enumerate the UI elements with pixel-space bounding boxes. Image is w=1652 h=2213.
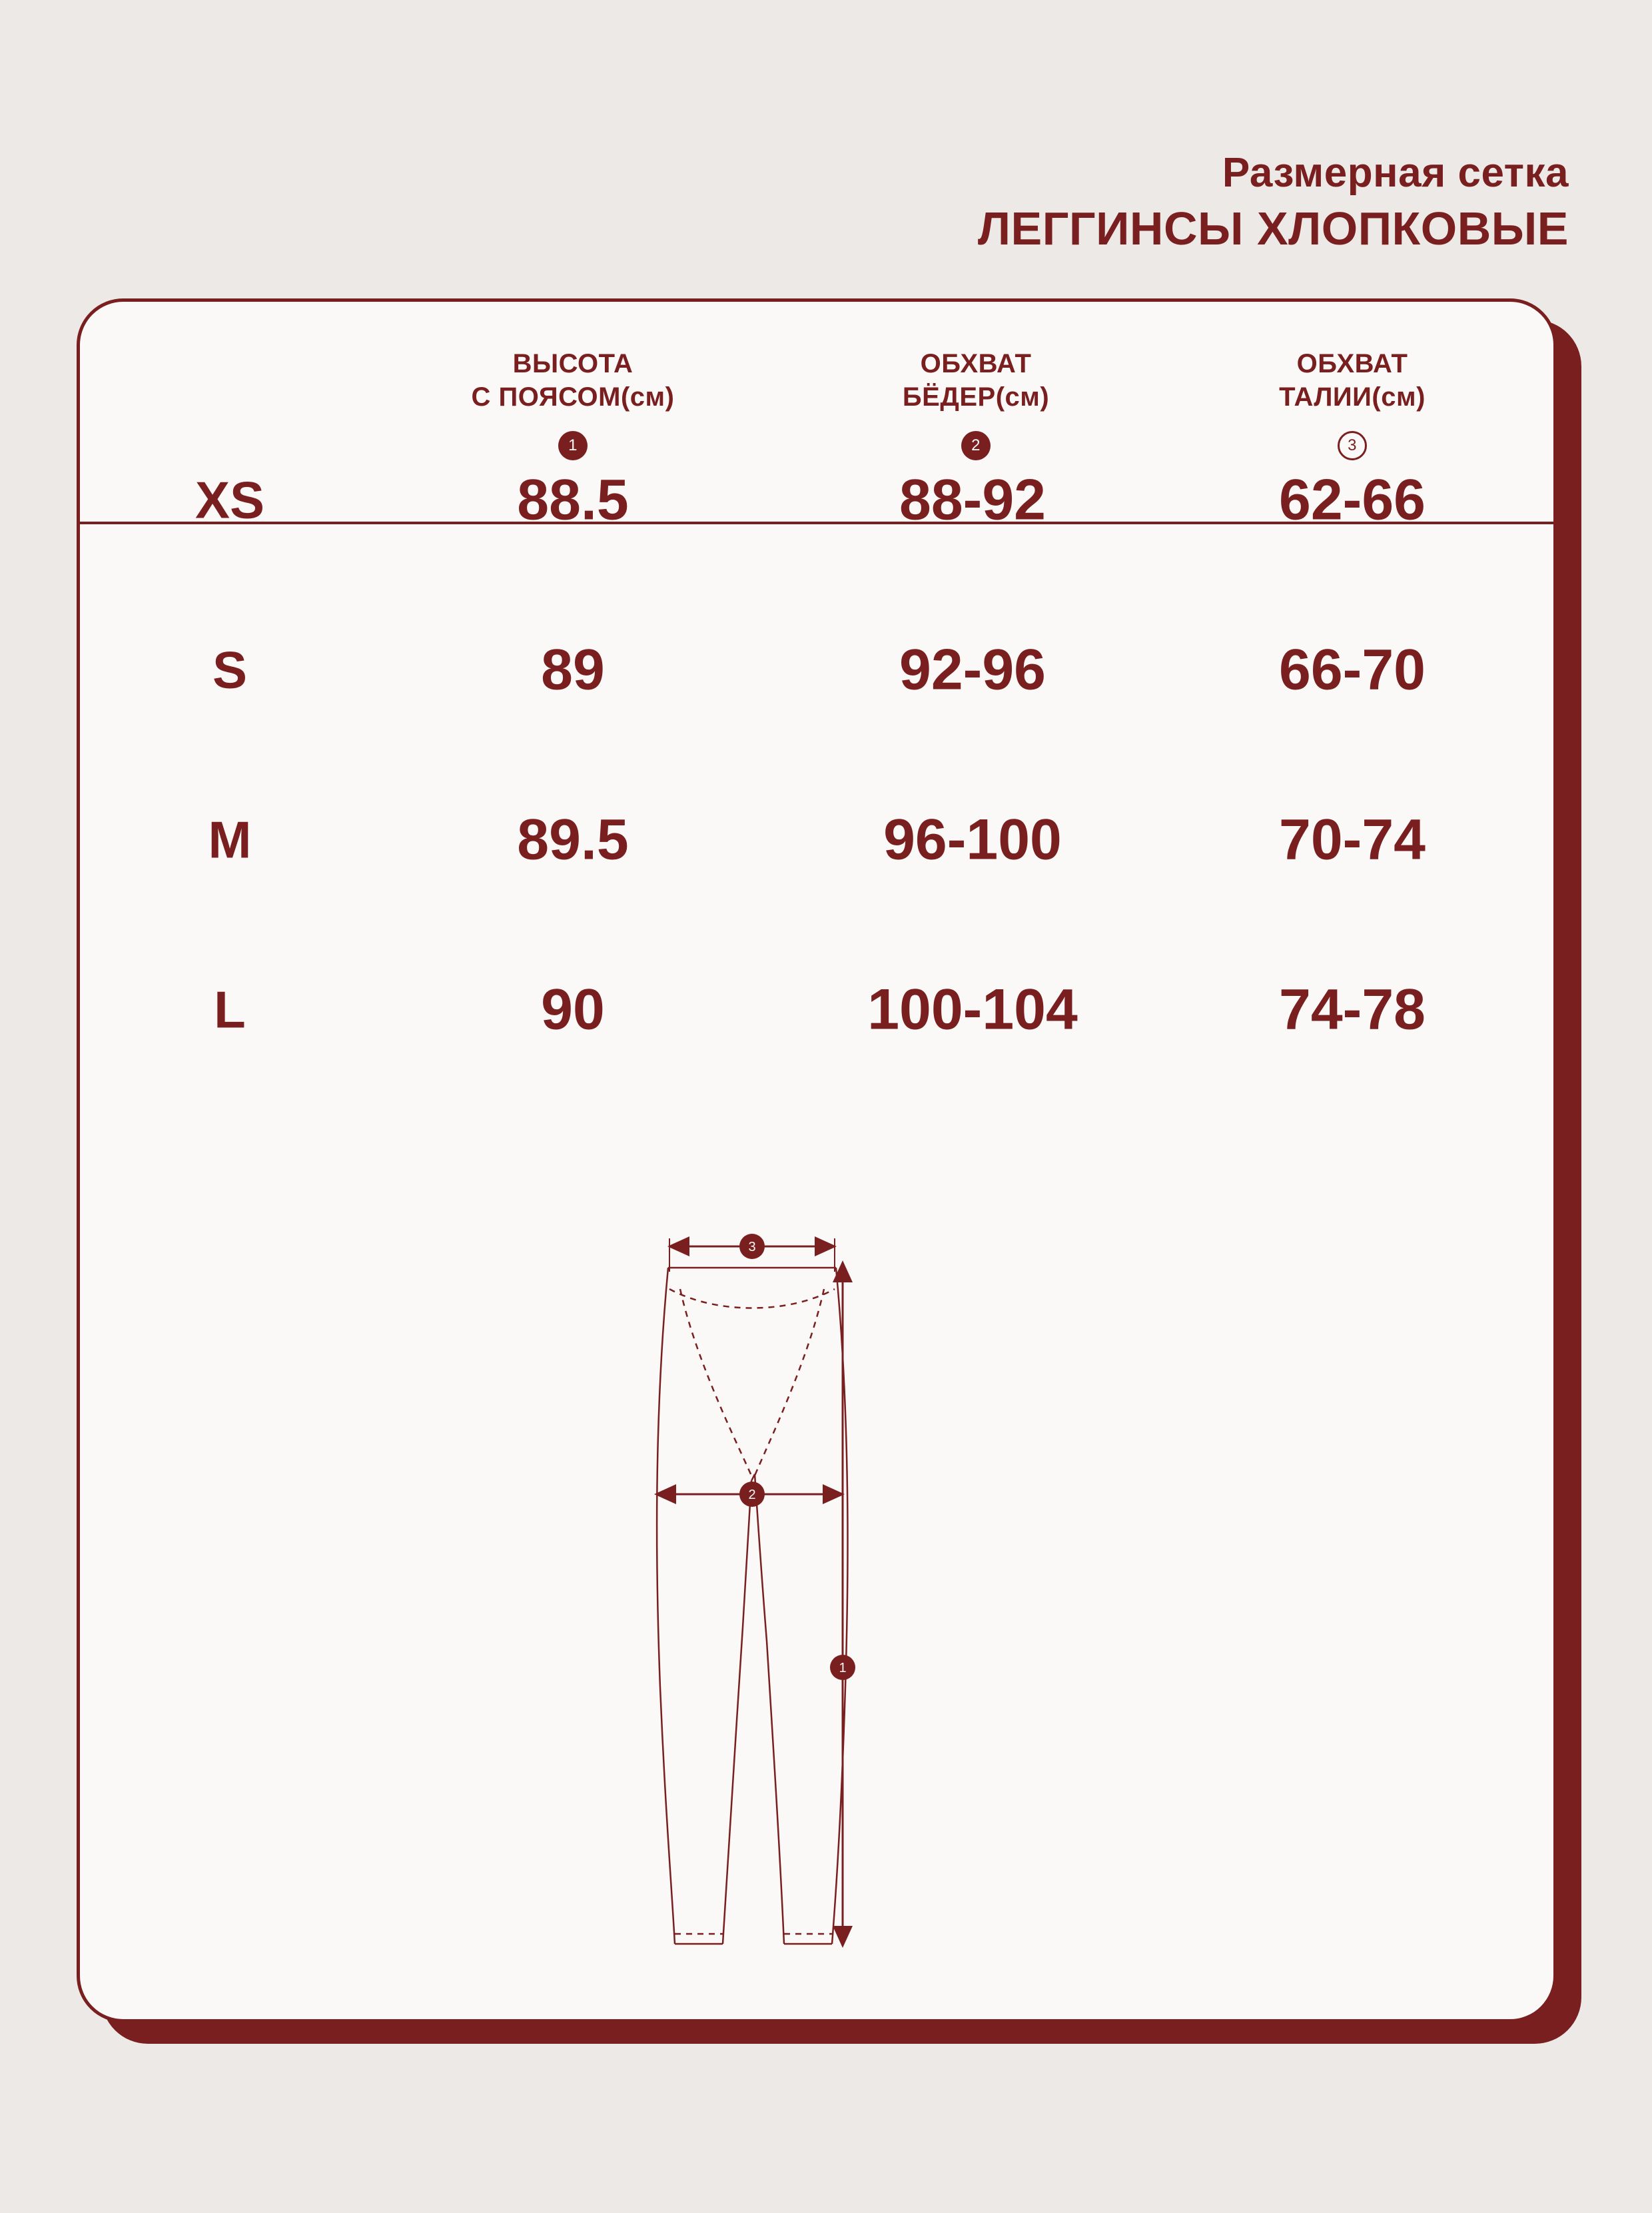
title-line-1: Размерная сетка <box>1222 150 1569 196</box>
cell-height: 88.5 <box>517 468 629 532</box>
svg-text:2: 2 <box>748 1488 756 1502</box>
cell-size: XS <box>195 470 265 529</box>
cell-height: 89 <box>541 638 605 701</box>
cell-hips: 88-92 <box>899 468 1046 532</box>
cell-hips: 92-96 <box>899 638 1046 701</box>
cell-size: L <box>214 980 246 1039</box>
cell-waist: 62-66 <box>1279 468 1426 532</box>
table-row <box>80 415 1553 585</box>
column-header-height-line1: ВЫСОТА <box>512 349 633 378</box>
svg-text:3: 3 <box>748 1240 756 1254</box>
cell-size: M <box>208 810 252 869</box>
column-header-hips-line1: ОБХВАТ <box>920 349 1032 378</box>
cell-height: 90 <box>541 977 605 1041</box>
column-header-height-line2: С ПОЯСОМ(см) <box>471 382 675 412</box>
column-header-hips-line2: БЁДЕР(см) <box>902 382 1050 412</box>
table-row <box>80 925 1553 1095</box>
table-row <box>80 585 1553 755</box>
column-header-waist-line2: ТАЛИИ(см) <box>1279 382 1426 412</box>
cell-hips: 96-100 <box>883 807 1062 871</box>
cell-waist: 70-74 <box>1279 807 1426 871</box>
table-row <box>80 755 1553 925</box>
column-header-waist-line1: ОБХВАТ <box>1296 349 1408 378</box>
page-title <box>978 150 1569 255</box>
badge-1: 1 <box>558 431 588 460</box>
leggings-diagram <box>643 1228 1016 1967</box>
cell-size: S <box>212 640 248 699</box>
cell-height: 89.5 <box>517 807 629 871</box>
title-line-2: ЛЕГГИНСЫ ХЛОПКОВЫЕ <box>977 203 1569 255</box>
cell-waist: 74-78 <box>1279 977 1426 1041</box>
svg-text:1: 1 <box>839 1661 847 1675</box>
size-table-card <box>77 298 1557 2022</box>
cell-hips: 100-104 <box>867 977 1078 1041</box>
cell-waist: 66-70 <box>1279 638 1426 701</box>
leggings-outline <box>657 1268 847 1944</box>
badge-3: 3 <box>1338 431 1367 460</box>
badge-2: 2 <box>961 431 991 460</box>
